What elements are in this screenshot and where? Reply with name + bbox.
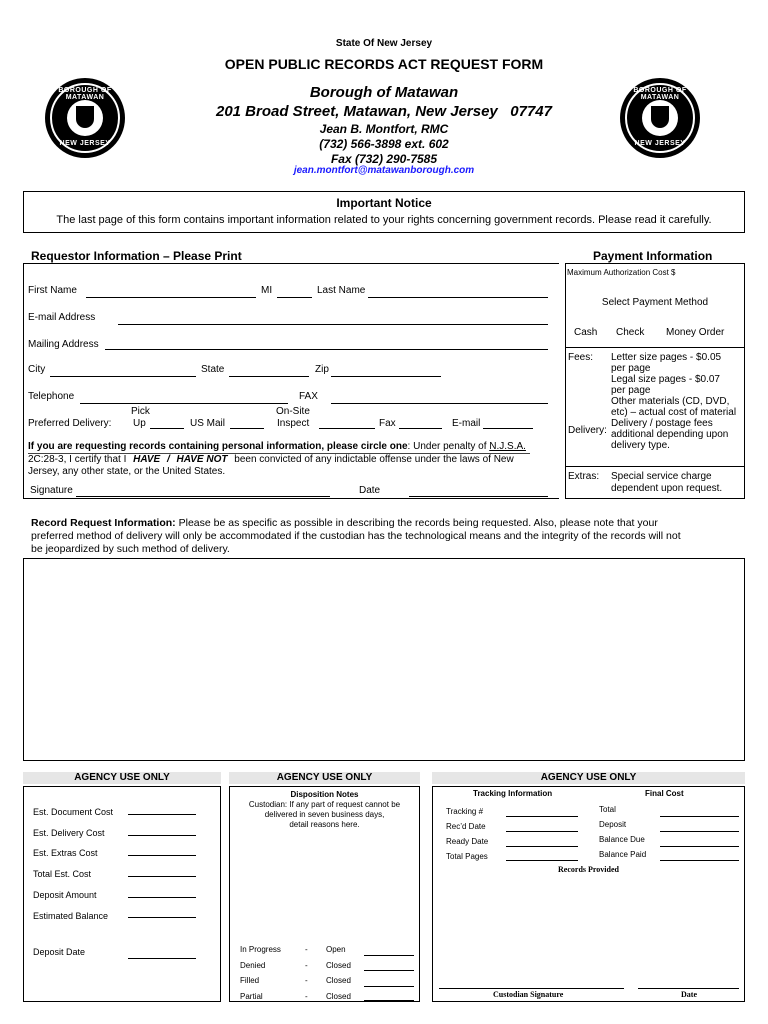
fee-other2: etc) – actual cost of material [611, 407, 737, 418]
ready-date-label: Ready Date [446, 837, 489, 846]
estimated-balance-label: Estimated Balance [33, 910, 109, 921]
extras-list [611, 471, 722, 495]
recd-date-label: Rec’d Date [446, 822, 486, 831]
mailing-field[interactable] [105, 349, 548, 350]
deposit-amount-field[interactable] [128, 897, 196, 898]
seal-top-text: BOROUGH OF MATAWAN [633, 87, 687, 101]
status-in-progress: In Progress [240, 945, 281, 954]
fee-other: Other materials (CD, DVD, [611, 396, 730, 407]
disposition-dash-col [305, 942, 308, 1004]
mi-field[interactable] [277, 297, 312, 298]
payment-check-option[interactable]: Check [616, 327, 645, 338]
filled-field[interactable] [364, 986, 414, 987]
custodian-date-field[interactable] [638, 988, 739, 989]
telephone-label: Telephone [28, 391, 75, 402]
usmail-option-field[interactable] [230, 428, 264, 429]
fees-list [611, 352, 736, 451]
form-title: OPEN PUBLIC RECORDS ACT REQUEST FORM [224, 56, 544, 72]
payment-divider [566, 347, 744, 348]
seal-bottom-text: NEW JERSEY [634, 140, 686, 147]
final-total-label: Total [599, 805, 616, 814]
denied-field[interactable] [364, 970, 414, 971]
extras-line2: dependent upon request. [611, 483, 723, 494]
record-request-textarea[interactable] [23, 558, 745, 761]
seal-top-text: BOROUGH OF MATAWAN [58, 87, 112, 101]
personal-info-line1 [28, 441, 526, 452]
est-document-cost-field[interactable] [128, 814, 196, 815]
est-delivery-cost-field[interactable] [128, 835, 196, 836]
delivery-fee1: Delivery / postage fees [611, 418, 713, 429]
final-cost-title: Final Cost [645, 789, 684, 798]
agency-header-middle: AGENCY USE ONLY [229, 772, 420, 784]
signature-label: Signature [30, 485, 73, 496]
result-open: Open [326, 945, 346, 954]
requestor-title: Requestor Information – Please Print [31, 249, 242, 263]
payment-box [565, 263, 745, 499]
total-est-cost-label: Total Est. Cost [33, 869, 92, 880]
record-request-text3: be jeopardized by such method of delivery. [31, 543, 230, 555]
cert-text-b: been convicted of any indictable offense under the laws of [234, 454, 491, 465]
cert-text-a: 2C:28-3, I certify that I [28, 454, 127, 465]
agency-header-left: AGENCY USE ONLY [23, 772, 221, 784]
first-name-field[interactable] [86, 297, 256, 298]
borough-address: 201 Broad Street, Matawan, New Jersey 07747 [215, 103, 552, 120]
payment-divider [566, 466, 744, 467]
mailing-label: Mailing Address [28, 339, 99, 350]
payment-cash-option[interactable]: Cash [574, 327, 598, 338]
signature-field[interactable] [76, 496, 330, 497]
state-field[interactable] [229, 376, 309, 377]
deposit-date-label: Deposit Date [33, 947, 86, 957]
tracking-number-label: Tracking # [446, 807, 484, 816]
cert-divider [28, 453, 530, 454]
seal-bottom-text: NEW JERSEY [59, 140, 111, 147]
email-field[interactable] [118, 324, 548, 325]
city-field[interactable] [50, 376, 196, 377]
first-name-label: First Name [28, 285, 77, 296]
final-balance-due-label: Balance Due [599, 835, 645, 844]
tracking-labels [446, 804, 488, 864]
total-est-cost-field[interactable] [128, 876, 196, 877]
disposition-line2: delivered in seven business days, [264, 810, 385, 819]
agency-left-box [23, 786, 221, 1002]
requestor-left-border [23, 263, 24, 499]
state-name: State Of New Jersey [335, 38, 433, 49]
payment-title: Payment Information [593, 249, 713, 263]
email-option-field[interactable] [483, 428, 533, 429]
fee-legal: Legal size pages - $0.07 [611, 374, 720, 385]
recd-date-field[interactable] [506, 831, 578, 832]
tracking-title: Tracking Information [473, 789, 553, 798]
fee-legal2: per page [611, 385, 651, 396]
delivery-fee2: additional depending upon [611, 429, 729, 440]
last-name-field[interactable] [368, 297, 548, 298]
zip-label: Zip [315, 364, 329, 375]
fax-option-field[interactable] [399, 428, 442, 429]
date-field[interactable] [409, 496, 548, 497]
notice-title: Important Notice [336, 196, 432, 210]
estimated-balance-field[interactable] [128, 917, 196, 918]
fax-field[interactable] [331, 403, 548, 404]
last-name-label: Last Name [317, 285, 366, 296]
telephone-field[interactable] [80, 403, 288, 404]
deposit-amount-label: Deposit Amount [33, 889, 97, 900]
record-request-text1: Please be as specific as possible in describing the records being requested. Also, please note that your [175, 517, 658, 529]
disposition-title: Disposition Notes [290, 790, 359, 799]
have-not-option[interactable]: HAVE NOT [176, 454, 228, 465]
clerk-phone: (732) 566-3898 ext. 602 [319, 137, 449, 151]
disposition-instructions [230, 800, 419, 830]
email-label: E-mail Address [28, 312, 96, 323]
state-label: State [201, 364, 225, 375]
mi-label: MI [261, 285, 273, 296]
tracking-number-field[interactable] [506, 816, 578, 817]
total-pages-label: Total Pages [446, 852, 488, 861]
requestor-bottom-border [23, 498, 559, 499]
record-request-info [31, 517, 751, 556]
final-balance-due-field[interactable] [660, 846, 739, 847]
clerk-fax: Fax (732) 290-7585 [330, 152, 438, 166]
deposit-date-field[interactable] [128, 958, 196, 959]
pickup-option-field[interactable] [150, 428, 184, 429]
custodian-date-label: Date [681, 990, 697, 999]
delivery-fee3: delivery type. [611, 440, 670, 451]
est-extras-cost-field[interactable] [128, 855, 196, 856]
have-slash: / [166, 454, 170, 465]
delivery-label: Delivery: [568, 425, 607, 436]
payment-money-order-option[interactable]: Money Order [666, 327, 725, 338]
cert-text-line3: Jersey, any other state, or the United States. [28, 466, 226, 477]
total-pages-field[interactable] [506, 860, 578, 861]
status-denied: Denied [240, 960, 266, 970]
records-provided-label: Records Provided [558, 865, 619, 874]
njsa-link: N.J.S.A. [489, 441, 526, 452]
select-method-label: Select Payment Method [601, 297, 709, 308]
dash: - [305, 960, 308, 970]
notice-box [23, 191, 745, 233]
usmail-option-label: US Mail [190, 418, 226, 429]
extras-label: Extras: [568, 471, 600, 482]
fee-letter: Letter size pages - $0.05 [611, 352, 722, 363]
status-partial: Partial [240, 991, 263, 1001]
disposition-line1: Custodian: If any part of request cannot be [248, 800, 401, 809]
dash: - [305, 976, 308, 985]
result-closed: Closed [326, 991, 351, 1001]
status-filled: Filled [240, 976, 260, 985]
fees-label: Fees: [568, 352, 594, 363]
disposition-status-col [240, 942, 281, 1004]
pick-label: Pick [131, 406, 150, 417]
agency-right-box [432, 786, 745, 1002]
dash: - [305, 945, 308, 954]
zip-field[interactable] [331, 376, 441, 377]
max-auth-label: Maximum Authorization Cost $ [567, 268, 676, 277]
final-deposit-label: Deposit [599, 820, 627, 829]
divider [23, 263, 559, 264]
record-request-text2: preferred method of delivery will only be accommodated if the custodian has the technological means and the integrity of the records will not [31, 530, 681, 542]
inspect-option-field[interactable] [319, 428, 375, 429]
inspect-option-label: Inspect [277, 418, 310, 429]
final-total-field[interactable] [660, 816, 739, 817]
disposition-result-col [326, 942, 351, 1004]
est-delivery-cost-label: Est. Delivery Cost [33, 827, 105, 838]
final-cost-labels [599, 802, 646, 862]
cert-text-new: New [493, 454, 514, 465]
clerk-email-link[interactable]: jean.montfort@matawanborough.com [293, 165, 475, 176]
pickup-option-label: Up [133, 418, 146, 429]
date-label: Date [359, 485, 381, 496]
est-document-cost-label: Est. Document Cost [33, 807, 114, 817]
dash: - [305, 991, 308, 1001]
record-request-label: Record Request Information: [31, 517, 176, 529]
personal-info-line2 [28, 454, 514, 465]
agency-header-right: AGENCY USE ONLY [432, 772, 745, 784]
fax-option-label: Fax [379, 418, 396, 429]
city-label: City [28, 364, 46, 375]
personal-info-bold: If you are requesting records containing personal information, please circle one [28, 441, 408, 452]
final-deposit-field[interactable] [660, 831, 739, 832]
email-option-label: E-mail [452, 418, 481, 429]
final-balance-paid-label: Balance Paid [599, 850, 647, 859]
partial-field[interactable] [364, 1000, 414, 1001]
onsite-label: On-Site [276, 406, 310, 417]
est-extras-cost-label: Est. Extras Cost [33, 848, 98, 859]
have-option[interactable]: HAVE [133, 454, 161, 465]
result-closed: Closed [326, 960, 351, 970]
personal-info-after: : Under penalty of [407, 441, 487, 452]
borough-name: Borough of Matawan [309, 84, 459, 101]
fax-label: FAX [299, 391, 318, 402]
extras-line1: Special service charge [611, 471, 712, 482]
notice-text: The last page of this form contains important information related to your rights concerning government records. Please read it carefully. [56, 214, 712, 226]
custodian-signature-label: Custodian Signature [493, 990, 564, 999]
clerk-name: Jean B. Montfort, RMC [319, 122, 449, 136]
ready-date-field[interactable] [506, 846, 578, 847]
disposition-line3: detail reasons here. [289, 820, 360, 829]
in-progress-field[interactable] [364, 955, 414, 956]
agency-middle-box [229, 786, 420, 1002]
preferred-delivery-label: Preferred Delivery: [28, 418, 112, 429]
final-balance-paid-field[interactable] [660, 860, 739, 861]
custodian-signature-field[interactable] [439, 988, 624, 989]
result-closed: Closed [326, 976, 351, 985]
fee-letter2: per page [611, 363, 651, 374]
agency-left-labels [33, 802, 113, 926]
